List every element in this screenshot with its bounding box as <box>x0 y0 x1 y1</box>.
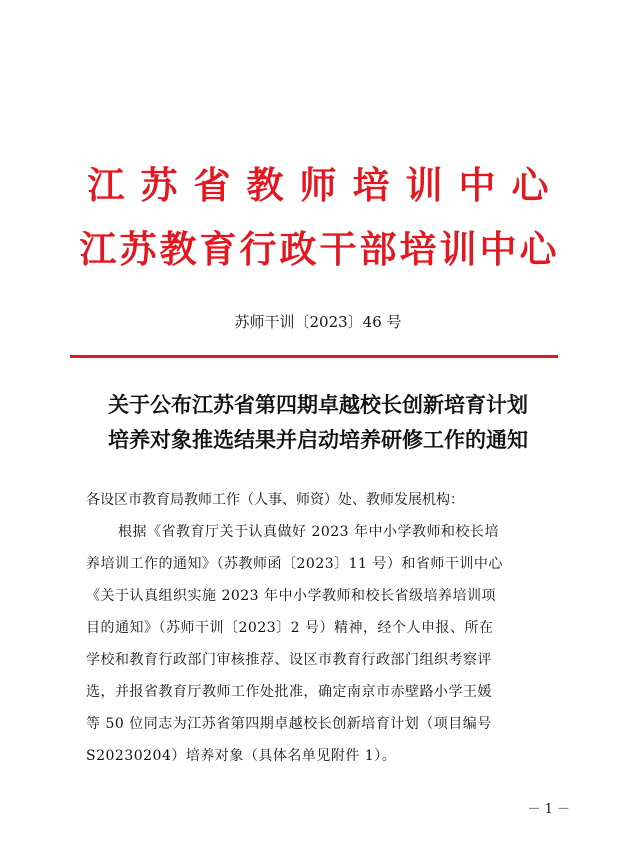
paragraph-line: 根据《省教育厅关于认真做好 2023 年中小学教师和校长培 <box>118 524 500 540</box>
document-number: 苏师干训〔2023〕46 号 <box>234 313 402 331</box>
notice-title-line-1: 关于公布江苏省第四期卓越校长创新培育计划 <box>108 392 528 417</box>
paragraph-line: 目的通知》（苏师干训〔2023〕2 号）精神，经个人申报、所在 <box>86 620 494 636</box>
issuing-org-line-1: 江苏省教师培训中心 <box>87 164 565 207</box>
notice-title-line-2: 培养对象推选结果并启动培养研修工作的通知 <box>108 427 528 452</box>
paragraph-line: S20230204）培养对象（具体名单见附件 1）。 <box>86 748 397 764</box>
paragraph-line: 养培训工作的通知》（苏教师函〔2023〕11 号）和省师干训中心 <box>86 556 503 572</box>
page-number: － 1 － <box>527 802 570 817</box>
red-divider-line <box>70 355 558 358</box>
issuing-org-line-2: 江苏教育行政干部培训中心 <box>79 228 560 271</box>
paragraph-line: 学校和教育行政部门审核推荐、设区市教育行政部门组织考察评 <box>86 652 492 668</box>
salutation: 各设区市教育局教师工作（人事、师资）处、教师发展机构： <box>86 492 464 508</box>
paragraph-line: 《关于认真组织实施 2023 年中小学教师和校长省级培养培训项 <box>86 588 497 604</box>
paragraph-line: 等 50 位同志为江苏省第四期卓越校长创新培育计划（项目编号 <box>86 716 492 732</box>
paragraph-line: 选，并报省教育厅教师工作处批准，确定南京市赤壁路小学王媛 <box>86 684 492 700</box>
